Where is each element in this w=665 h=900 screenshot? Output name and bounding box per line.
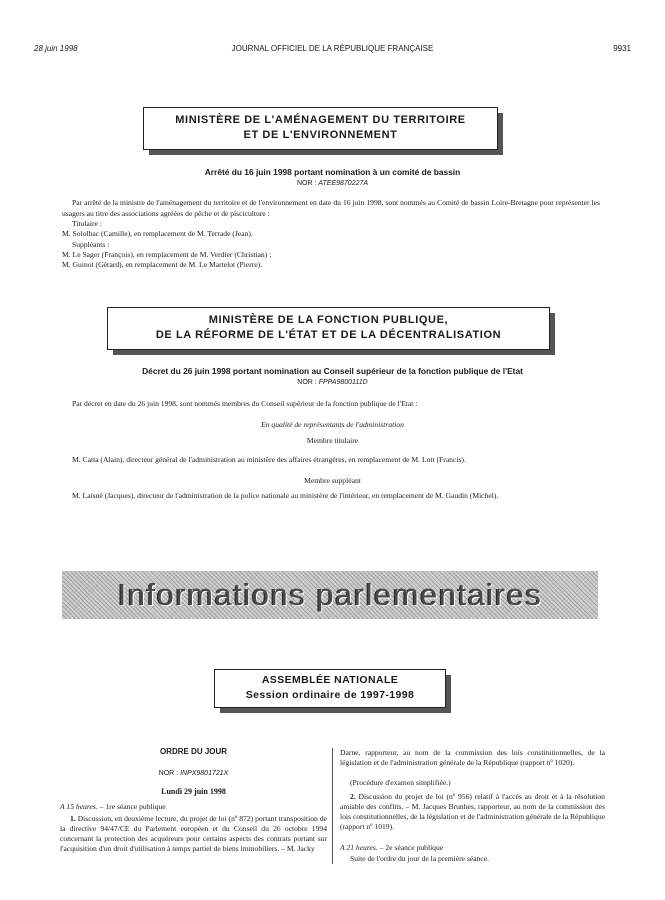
journal-title: JOURNAL OFFICIEL DE LA RÉPUBLIQUE FRANÇAISE	[231, 44, 434, 53]
seance1-heading	[60, 802, 327, 812]
titulaire-label: Titulaire :	[72, 219, 102, 228]
seance2-time: A 21 heures.	[340, 843, 378, 852]
seance2-heading	[340, 843, 605, 853]
nor-code: ATEE9870227A	[318, 180, 369, 187]
ordre-item-2	[340, 792, 605, 832]
ordre-du-jour-heading: ORDRE DU JOUR	[159, 747, 228, 756]
nor-label: NOR :	[296, 180, 317, 187]
decret-intro: Par décret en date du 26 juin 1998, sont nommés membres du Conseil supérieur de la fonction publique de l'Etat :	[72, 399, 418, 408]
item2-text: Discussion du projet de loi (nº 956) relatif à l'accès au droit et à la résolution amiable des conflits. – M. Jacques Brunhes, rapporteur, au nom de la commission des lois constitutionnelles, de la législation et de l'administration générale de la République (rapport nº 1019).	[340, 792, 605, 831]
decret-nor	[0, 379, 665, 386]
assemblee-line2: Session ordinaire de 1997-1998	[245, 689, 415, 701]
decret-title: Décret du 26 juin 1998 portant nomination au Conseil supérieur de la fonction publique de l'Etat	[142, 366, 523, 376]
qualite-heading: En qualité de représentants de l'administration	[261, 420, 404, 429]
nor-code: FPPA9800111D	[318, 379, 368, 386]
item2-number: 2.	[350, 792, 356, 801]
membre-titulaire-label: Membre titulaire	[306, 436, 359, 445]
suppleant-entry-1: M. Le Sager (François), en remplacement de M. Verdier (Christian) ;	[62, 250, 272, 259]
item1-number: 1.	[70, 814, 76, 823]
nor-code: INPX9801721X	[180, 770, 229, 777]
suppleant-entry-2: M. Guinot (Gérard), en remplacement de M. Le Martelot (Pierre).	[62, 260, 263, 269]
membre-suppleant-entry: M. Laisné (Jacques), directeur de l'administration de la police nationale au ministère de l'intérieur, en remplacement de M. Gaudin (Michel).	[72, 491, 499, 500]
membre-titulaire-entry: M. Catta (Alain), directeur général de l'administration au ministère des affaires étrangères, en remplacement de M. Lott (Francis).	[72, 455, 466, 464]
nor-label: NOR :	[297, 379, 317, 386]
titulaire-entry: M. Sololhac (Camille), en remplacement de M. Terrade (Jean).	[62, 229, 253, 238]
seance1-label: – 1re séance publique	[99, 802, 166, 811]
nor-label: NOR :	[158, 770, 179, 777]
ordre-item-1	[60, 814, 327, 854]
ordre-nor	[60, 770, 327, 777]
ministry-heading-line1: MINISTÈRE DE L'AMÉNAGEMENT DU TERRITOIRE	[175, 114, 466, 126]
ministry-heading-line2: DE LA RÉFORME DE L'ÉTAT ET DE LA DÉCENTRALISATION	[155, 329, 502, 341]
page-number: 9931	[613, 44, 631, 53]
column-divider	[332, 748, 333, 864]
ministry-heading-line1: MINISTÈRE DE LA FONCTION PUBLIQUE,	[208, 314, 449, 326]
seance-date: Lundi 29 juin 1998	[161, 787, 226, 796]
arrete-nor	[0, 180, 665, 187]
seance1-time: A 15 heures.	[60, 802, 98, 811]
ministry-heading-amenagement	[143, 107, 498, 150]
ministry-heading-fonction-publique	[107, 307, 550, 350]
item1-continued: Darne, rapporteur, au nom de la commission des lois constitutionnelles, de la législation et de l'administration générale de la République (rapport nº 1020).	[340, 748, 605, 767]
seance2-suite: Suite de l'ordre du jour de la première séance.	[350, 854, 490, 863]
arrete-title: Arrêté du 16 juin 1998 portant nomination à un comité de bassin	[204, 167, 461, 177]
item1-procedure: (Procédure d'examen simplifiée.)	[350, 778, 451, 787]
assemblee-line1: ASSEMBLÉE NATIONALE	[261, 674, 399, 686]
header-date: 28 juin 1998	[34, 44, 78, 53]
assemblee-nationale-heading	[214, 669, 446, 708]
informations-parlementaires-banner: Informations parlementaires	[62, 571, 598, 619]
arrete-intro: Par arrêté de la ministre de l'aménagement du territoire et de l'environnement en date du 16 juin 1998, sont nommés au Comité de bassin Loire-Bretagne pour représenter les usagers au titre des associations agréées de pêche et de pisciculture :	[62, 198, 600, 218]
membre-suppleant-label: Membre suppléant	[304, 476, 361, 485]
ministry-heading-line2: ET DE L'ENVIRONNEMENT	[243, 129, 398, 141]
item1-text: Discussion, en deuxième lecture, du projet de loi (nº 872) portant transposition de la directive 94/47/CE du Parlement européen et du Conseil du 26 octobre 1994 concernant la protection des acquéreurs pour certains aspects des contrats portant sur l'acquisition d'un droit d'utilisation à temps partiel de biens immobiliers. – M. Jacky	[60, 814, 327, 853]
seance2-label: – 2e séance publique	[379, 843, 444, 852]
suppleants-label: Suppléants :	[72, 240, 110, 249]
